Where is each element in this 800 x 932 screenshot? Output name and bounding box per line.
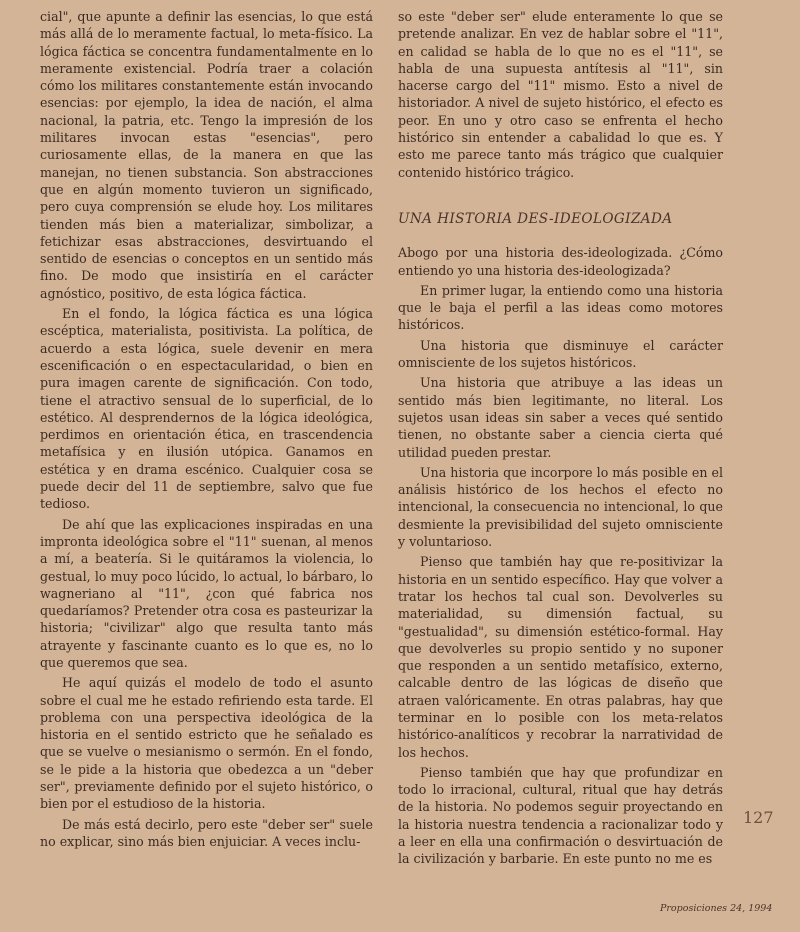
body-paragraph: Una historia que atribuye a las ideas un sentido más bien legitimante, no literal. Los sujetos usan ideas sin saber a veces qué sentido tienen, no obstante saber a ciencia cierta qué utilidad pueden prestar.: [398, 375, 723, 460]
body-paragraph: Una historia que incorpore lo más posible en el análisis histórico de los hechos el efecto no intencional, la consecuencia no intencional, lo que desmiente la previsibilidad del sujeto omnisciente y voluntarioso.: [398, 464, 723, 550]
body-paragraph: En primer lugar, la entiendo como una historia que le baja el perfil a las ideas como motores históricos.: [398, 282, 723, 333]
section-heading: UNA HISTORIA DES-IDEOLOGIZADA: [398, 210, 673, 227]
body-paragraph: Una historia que disminuye el carácter omnisciente de los sujetos históricos.: [398, 337, 723, 371]
body-paragraph: cial", que apunte a definir las esencias, lo que está más allá de lo meramente factual, lo meta-físico. La lógica fáctica se concentra fundamentalmente en lo meramente existencial. Podría traer a colación cómo los militares constantemente están invocando esencias: por ejemplo, la idea de nación, el alma nacional, la patria, etc. Tengo la impresión de los militares invocan estas "esencias", pero curiosamente ellas, de la manera en que las manejan, no tienen substancia. Son abstracciones que en algún momento tuvieron un significado, pero cuya comprensión se elude hoy. Los militares tienden más bien a materializar, simbolizar, a fetichizar esas abstracciones, desvirtuando el sentido de esencias o conceptos en un sentido más fino. De modo que insistiría en el carácter agnóstico, positivo, de esta lógica fáctica.: [40, 9, 373, 301]
right-text-column: [398, 8, 723, 871]
body-paragraph: De ahí que las explicaciones inspiradas en una impronta ideológica sobre el "11" suenan, al menos a mí, a beatería. Si le quitáramos la violencia, lo gestual, lo muy poco lúcido, lo actual, lo bárbaro, lo wagneriano al "11", ¿con qué fabrica nos quedaríamos? Pretender otra cosa es pasteurizar la historia; "civilizar" algo que resulta tanto más atrayente y fascinante cuanto es lo que es, no lo que queremos que sea.: [40, 516, 373, 670]
body-paragraph: Pienso que también hay que re-positivizar la historia en un sentido específico. Hay que volver a tratar los hechos tal cual son. Devolverles su materialidad, su dimensión factual, su "gestualidad", su dimensión estético-formal. Hay que devolverles su propio sentido y no suponer que responden a un sentido metafísico, externo, calcable dentro de las lógicas de diseño que atraen valóricamente. En otras palabras, hay que terminar en lo posible con los meta-relatos histórico-analíticos y recobrar la narratividad de los hechos.: [398, 554, 723, 760]
left-text-column: [40, 8, 373, 853]
footer-credit: Proposiciones 24, 1994: [660, 903, 773, 914]
body-paragraph: so este "deber ser" elude enteramente lo que se pretende analizar. En vez de hablar sobre el "11", en calidad se habla de lo que no es el "11", se habla de una supuesta antítesis al "11", sin hacerse cargo del "11" mismo. Esto a nivel de historiador. A nivel de sujeto histórico, el efecto es peor. En uno y otro caso se enfrenta el hecho histórico sin entender a cabalidad lo que es. Y esto me parece tanto más trágico que cualquier contenido histórico trágico.: [398, 9, 723, 180]
body-paragraph: He aquí quizás el modelo de todo el asunto sobre el cual me he estado refiriendo esta tarde. El problema con una perspectiva ideológica de la historia en el sentido estricto que he señalado es que se vuelve o mesianismo o sermón. En el fondo, se le pide a la historia que obedezca a un "deber ser", previamente definido por el sujeto histórico, o bien por el estudioso de la historia.: [40, 675, 373, 812]
body-paragraph: En el fondo, la lógica fáctica es una lógica escéptica, materialista, positivista. La política, de acuerdo a esta lógica, suele devenir en mera escenificación o en espectacularidad, o bien en pura imagen carente de significación. Con todo, tiene el atractivo sensual de lo superficial, de lo estético. Al desprendernos de la lógica ideológica, perdimos en orientación ética, en trascendencia metafísica y en ilusión utópica. Ganamos en estética y en drama escénico. Cualquier cosa se puede decir del 11 de septiembre, salvo que fue tedioso.: [40, 306, 373, 512]
body-paragraph: Pienso también que hay que profundizar en todo lo irracional, cultural, ritual que hay detrás de la historia. No podemos seguir proyectando en la historia nuestra tendencia a racionalizar todo y a leer en ella una confirmación o desvirtuación de la civilización y barbarie. En este punto no me es: [398, 764, 723, 867]
body-paragraph: Abogo por una historia des-ideologizada. ¿Cómo entiendo yo una historia des-ideologizada?: [398, 245, 723, 278]
body-paragraph: De más está decirlo, pero este "deber ser" suele no explicar, sino más bien enjuiciar. A veces inclu-: [40, 816, 373, 849]
page-number: 127: [743, 808, 774, 827]
